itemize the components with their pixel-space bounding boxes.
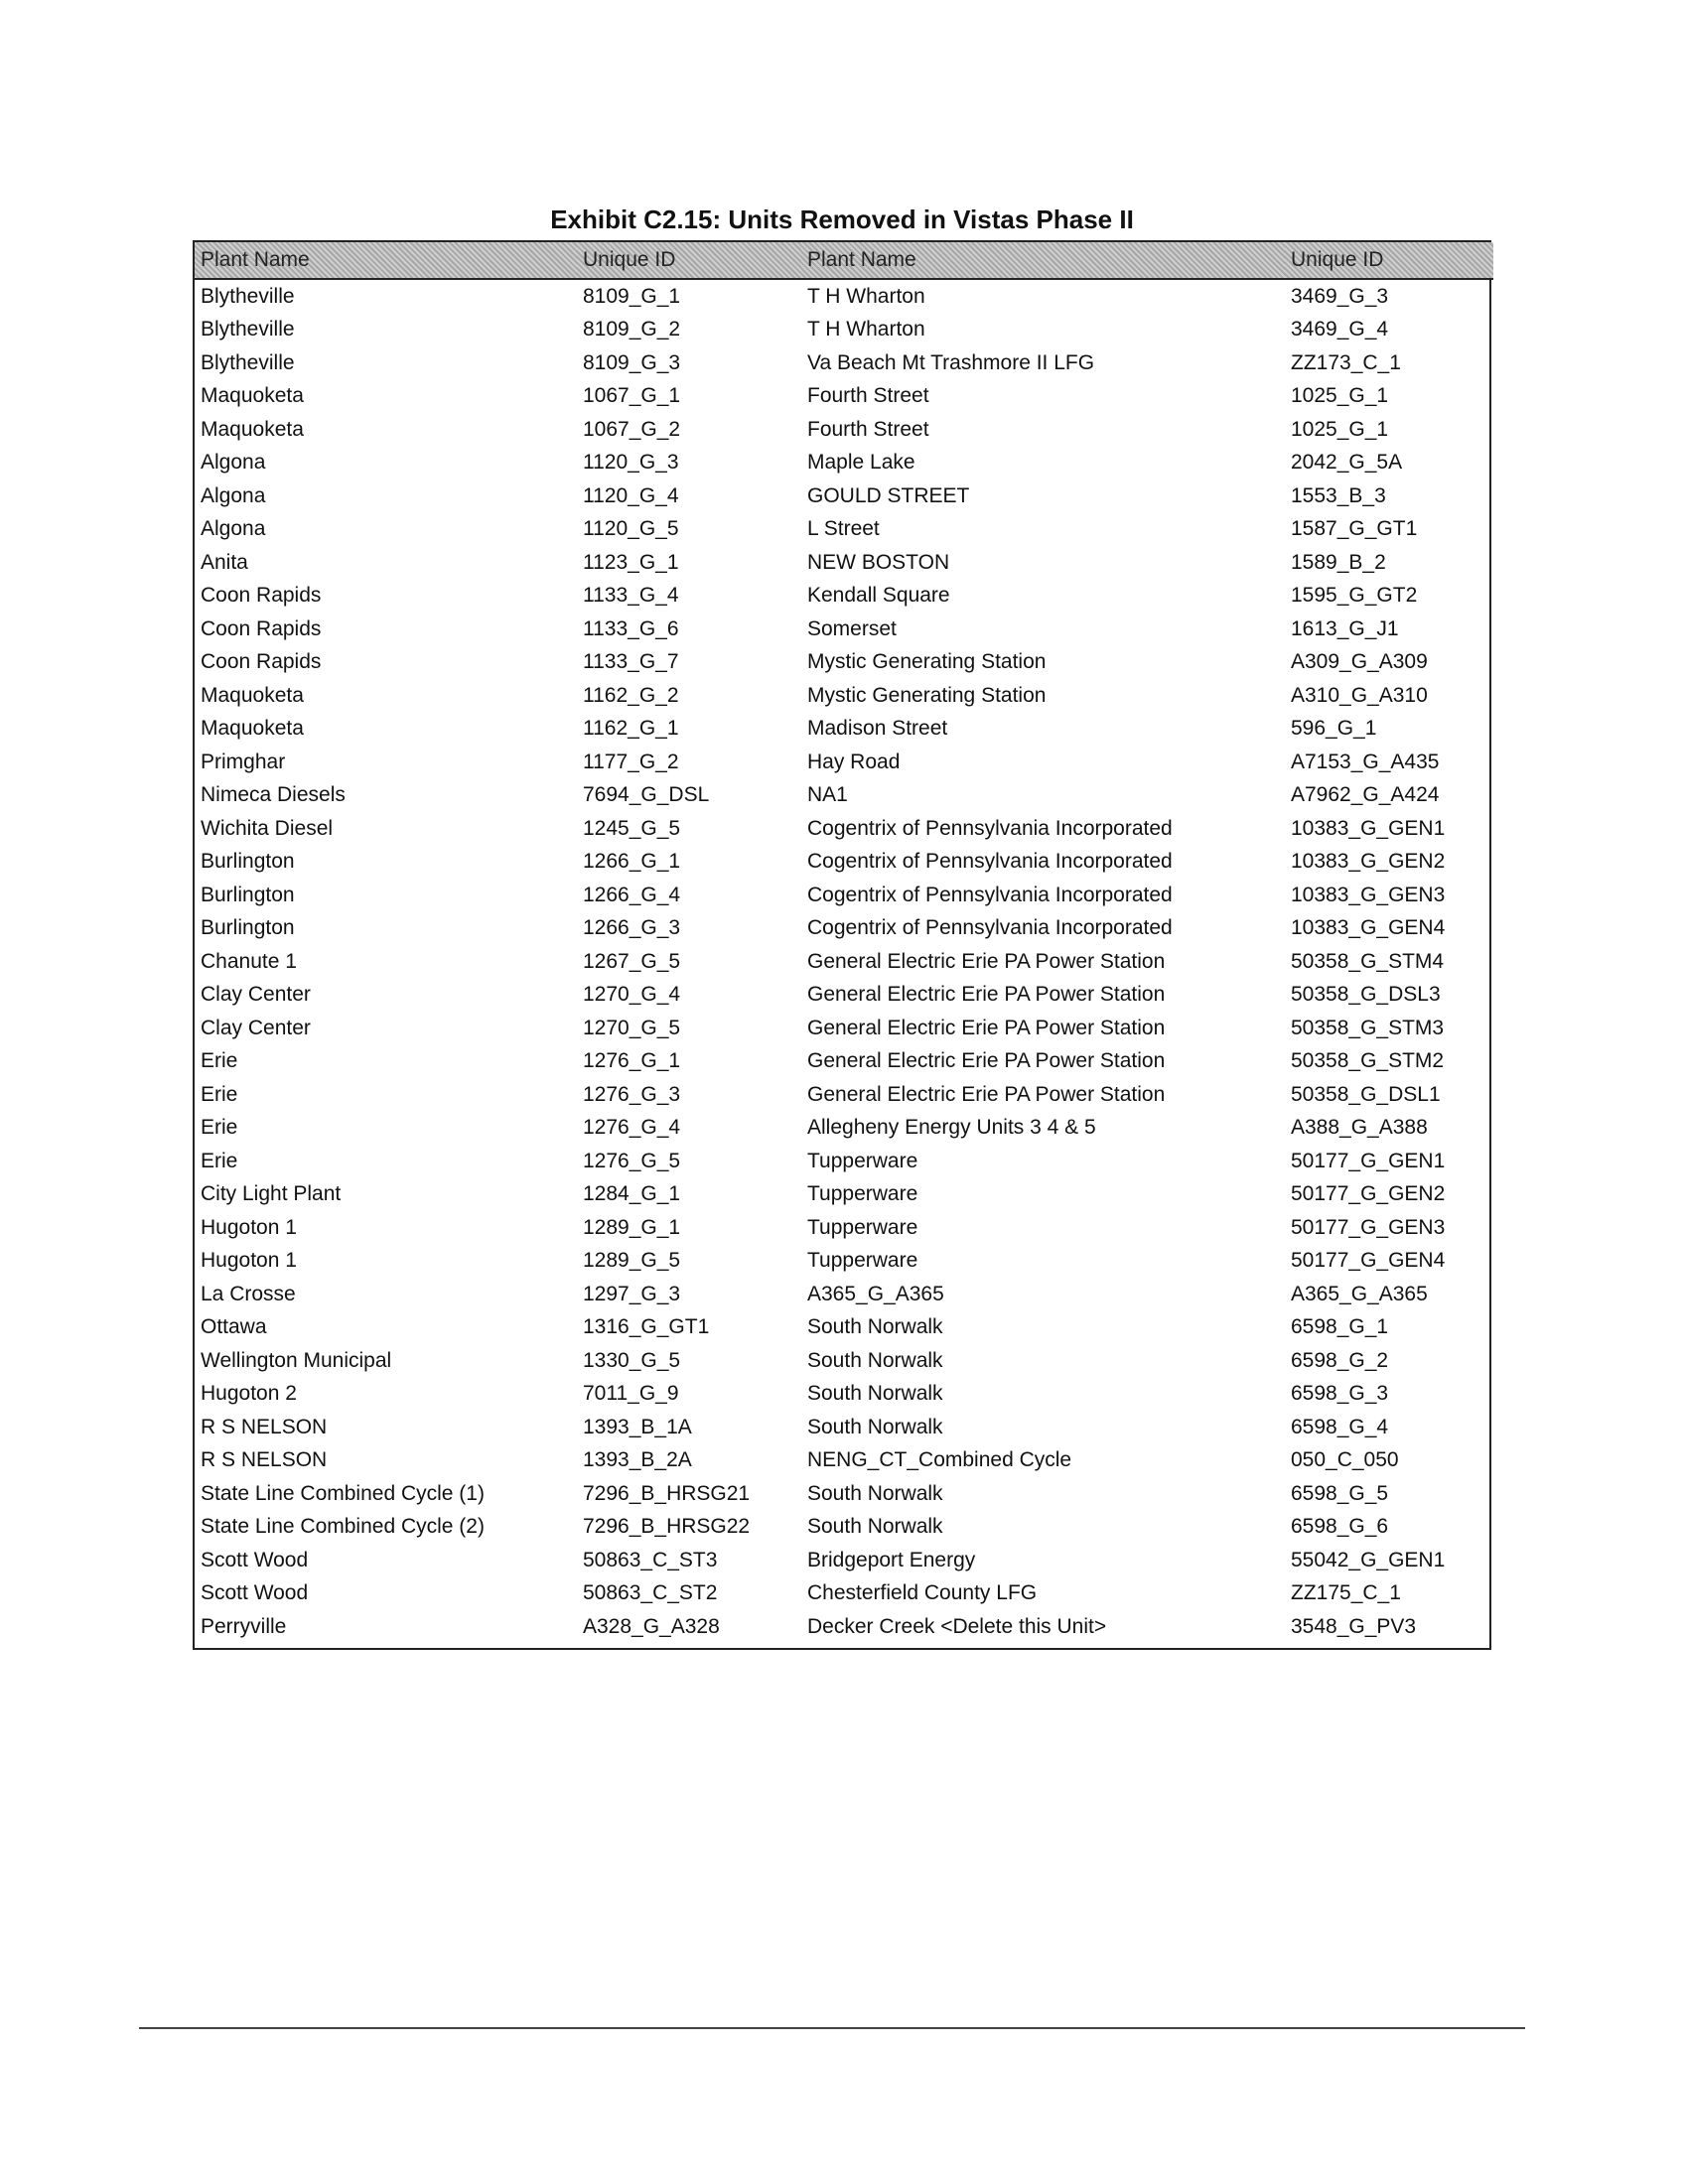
table-row [195,1112,1493,1146]
cell-unique-id-right: 50358_G_DSL1 [1291,1082,1441,1106]
cell-unique-id-right: 1553_B_3 [1291,483,1386,507]
cell-unique-id-right: 6598_G_2 [1291,1348,1389,1372]
cell-plant-name-right: Cogentrix of Pennsylvania Incorporated [807,916,1173,940]
cell-unique-id-left: 1177_G_2 [583,750,679,773]
cell-unique-id-right: ZZ173_C_1 [1291,350,1401,374]
cell-unique-id-right: 6598_G_3 [1291,1382,1389,1406]
cell-plant-name-right: GOULD STREET [807,483,970,507]
table-row [195,413,1493,447]
exhibit-title: Exhibit C2.15: Units Removed in Vistas Phase II [550,205,1134,234]
cell-unique-id-left: 1067_G_1 [583,384,681,408]
cell-unique-id-right: 50358_G_DSL3 [1291,983,1441,1007]
cell-unique-id-left: 50863_C_ST3 [583,1548,718,1571]
cell-unique-id-left: 1393_B_2A [583,1448,692,1472]
cell-plant-name-right: Tupperware [807,1249,918,1273]
cell-unique-id-right: 6598_G_5 [1291,1481,1389,1505]
table-row [195,1411,1493,1444]
cell-plant-name-right: Decker Creek <Delete this Unit> [807,1614,1107,1638]
cell-unique-id-right: 1025_G_1 [1291,384,1389,408]
cell-plant-name-right: South Norwalk [807,1382,943,1406]
table-row [195,1211,1493,1245]
cell-unique-id-right: 10383_G_GEN2 [1291,850,1446,874]
cell-plant-name-right: South Norwalk [807,1348,943,1372]
header-plant-name-1: Plant Name [195,242,577,279]
table-row [195,613,1493,646]
cell-unique-id-left: 1266_G_4 [583,883,681,906]
cell-unique-id-right: A7153_G_A435 [1291,750,1440,773]
cell-unique-id-left: 1266_G_3 [583,916,681,940]
cell-unique-id-left: 7296_B_HRSG22 [583,1515,751,1539]
cell-plant-name-right: Tupperware [807,1149,918,1172]
cell-unique-id-left: 1270_G_5 [583,1016,681,1039]
table-header [195,242,1493,279]
table-row [195,746,1493,779]
cell-plant-name-left: Hugoton 1 [201,1215,297,1239]
header-unique-id-2: Unique ID [1285,242,1493,279]
cell-unique-id-right: ZZ175_C_1 [1291,1581,1401,1605]
cell-plant-name-right: Cogentrix of Pennsylvania Incorporated [807,850,1173,874]
cell-unique-id-left: 1284_G_1 [583,1182,681,1206]
table-row [195,713,1493,747]
cell-unique-id-left: 1123_G_1 [583,550,679,574]
units-removed-table [195,242,1493,1644]
table-row [195,346,1493,380]
cell-plant-name-left: Erie [201,1149,238,1172]
cell-plant-name-left: Blytheville [201,318,295,341]
cell-unique-id-left: 1120_G_4 [583,483,679,507]
cell-plant-name-left: State Line Combined Cycle (2) [201,1515,485,1539]
cell-plant-name-right: Mystic Generating Station [807,683,1047,707]
cell-plant-name-right: Somerset [807,616,897,640]
cell-unique-id-right: 6598_G_1 [1291,1315,1389,1339]
cell-plant-name-left: Scott Wood [201,1581,309,1605]
cell-unique-id-right: A388_G_A388 [1291,1116,1428,1140]
table-row [195,1477,1493,1511]
cell-plant-name-left: Maquoketa [201,384,304,408]
footer-divider [139,2027,1525,2029]
cell-plant-name-left: Algona [201,517,266,541]
cell-unique-id-right: 2042_G_5A [1291,451,1403,475]
cell-plant-name-right: South Norwalk [807,1481,943,1505]
cell-plant-name-left: Coon Rapids [201,650,322,674]
cell-unique-id-right: 10383_G_GEN3 [1291,883,1446,906]
cell-plant-name-left: Chanute 1 [201,949,297,973]
table-row [195,1610,1493,1644]
cell-unique-id-left: 1276_G_4 [583,1116,681,1140]
cell-unique-id-left: 1276_G_1 [583,1049,681,1073]
cell-unique-id-right: 1589_B_2 [1291,550,1386,574]
cell-plant-name-left: Burlington [201,916,295,940]
cell-unique-id-left: 7011_G_9 [583,1382,679,1406]
table-row [195,380,1493,414]
cell-unique-id-left: 1133_G_4 [583,584,679,608]
cell-plant-name-right: Hay Road [807,750,901,773]
cell-plant-name-right: General Electric Erie PA Power Station [807,949,1166,973]
cell-plant-name-left: Clay Center [201,983,311,1007]
cell-unique-id-right: 50177_G_GEN2 [1291,1182,1446,1206]
cell-plant-name-left: Perryville [201,1614,287,1638]
table-body [195,279,1493,1644]
table-row [195,812,1493,846]
cell-unique-id-left: 1120_G_5 [583,517,679,541]
cell-unique-id-left: 1133_G_7 [583,650,679,674]
table-row [195,646,1493,680]
cell-plant-name-left: Erie [201,1082,238,1106]
table-row [195,1078,1493,1112]
cell-unique-id-right: 50177_G_GEN1 [1291,1149,1446,1172]
cell-unique-id-right: 050_C_050 [1291,1448,1399,1472]
cell-plant-name-right: Tupperware [807,1215,918,1239]
cell-plant-name-left: Algona [201,483,266,507]
cell-unique-id-right: 3469_G_3 [1291,284,1389,308]
cell-plant-name-left: Ottawa [201,1315,267,1339]
cell-plant-name-right: Bridgeport Energy [807,1548,976,1571]
cell-unique-id-left: 1270_G_4 [583,983,681,1007]
cell-unique-id-left: 1330_G_5 [583,1348,681,1372]
cell-unique-id-right: 10383_G_GEN1 [1291,816,1446,840]
cell-plant-name-right: Va Beach Mt Trashmore II LFG [807,350,1095,374]
cell-plant-name-right: T H Wharton [807,284,925,308]
header-plant-name-2: Plant Name [801,242,1285,279]
cell-plant-name-right: Fourth Street [807,384,929,408]
header-row [195,242,1493,279]
cell-unique-id-right: 55042_G_GEN1 [1291,1548,1446,1571]
cell-plant-name-left: Hugoton 1 [201,1249,297,1273]
table-row [195,979,1493,1013]
cell-plant-name-right: Tupperware [807,1182,918,1206]
cell-plant-name-right: A365_G_A365 [807,1282,944,1305]
cell-unique-id-right: 6598_G_6 [1291,1515,1389,1539]
cell-plant-name-right: Kendall Square [807,584,950,608]
cell-plant-name-left: Maquoketa [201,683,304,707]
cell-unique-id-left: 1267_G_5 [583,949,681,973]
cell-unique-id-right: 596_G_1 [1291,717,1377,741]
cell-plant-name-left: Scott Wood [201,1548,309,1571]
cell-unique-id-left: 1162_G_1 [583,717,679,741]
table-row [195,1278,1493,1311]
cell-plant-name-right: South Norwalk [807,1515,943,1539]
cell-plant-name-left: Coon Rapids [201,616,322,640]
cell-unique-id-left: 1316_G_GT1 [583,1315,710,1339]
cell-plant-name-right: Mystic Generating Station [807,650,1047,674]
cell-plant-name-left: Hugoton 2 [201,1382,297,1406]
table-row [195,1012,1493,1045]
cell-unique-id-right: 1595_G_GT2 [1291,584,1418,608]
cell-plant-name-right: Cogentrix of Pennsylvania Incorporated [807,816,1173,840]
cell-plant-name-right: Madison Street [807,717,948,741]
cell-unique-id-left: A328_G_A328 [583,1614,720,1638]
cell-plant-name-left: City Light Plant [201,1182,342,1206]
cell-plant-name-right: NENG_CT_Combined Cycle [807,1448,1072,1472]
cell-unique-id-left: 1245_G_5 [583,816,681,840]
cell-unique-id-left: 8109_G_3 [583,350,681,374]
cell-unique-id-left: 1289_G_5 [583,1249,681,1273]
table-row [195,314,1493,347]
table-row [195,1511,1493,1545]
cell-plant-name-right: General Electric Erie PA Power Station [807,1016,1166,1039]
cell-plant-name-left: R S NELSON [201,1448,328,1472]
table-row [195,846,1493,880]
table-row [195,546,1493,580]
cell-plant-name-left: Nimeca Diesels [201,783,346,807]
table-row [195,580,1493,614]
cell-plant-name-left: Blytheville [201,350,295,374]
cell-unique-id-right: A365_G_A365 [1291,1282,1428,1305]
table-row [195,1544,1493,1577]
cell-unique-id-right: 10383_G_GEN4 [1291,916,1446,940]
table-row [195,912,1493,946]
table-row [195,1378,1493,1412]
cell-unique-id-right: 50358_G_STM2 [1291,1049,1445,1073]
cell-plant-name-left: Maquoketa [201,717,304,741]
cell-plant-name-left: Algona [201,451,266,475]
cell-plant-name-left: La Crosse [201,1282,296,1305]
cell-unique-id-right: A310_G_A310 [1291,683,1428,707]
cell-unique-id-right: 3469_G_4 [1291,318,1389,341]
cell-plant-name-left: Erie [201,1049,238,1073]
table-row [195,513,1493,547]
table-row [195,1245,1493,1279]
cell-unique-id-right: 1587_G_GT1 [1291,517,1418,541]
table-row [195,1145,1493,1178]
units-table-container [193,240,1491,1650]
cell-unique-id-left: 8109_G_1 [583,284,681,308]
cell-unique-id-left: 1120_G_3 [583,451,679,475]
cell-unique-id-left: 1266_G_1 [583,850,681,874]
table-row [195,1045,1493,1079]
header-unique-id-1: Unique ID [577,242,801,279]
cell-plant-name-right: Fourth Street [807,417,929,441]
cell-plant-name-right: South Norwalk [807,1315,943,1339]
cell-plant-name-left: Coon Rapids [201,584,322,608]
cell-plant-name-left: Burlington [201,883,295,906]
cell-unique-id-right: 1613_G_J1 [1291,616,1399,640]
cell-plant-name-right: Cogentrix of Pennsylvania Incorporated [807,883,1173,906]
cell-plant-name-left: Maquoketa [201,417,304,441]
table-row [195,1344,1493,1378]
cell-plant-name-left: Wichita Diesel [201,816,334,840]
cell-unique-id-left: 1276_G_3 [583,1082,681,1106]
table-row [195,879,1493,912]
cell-unique-id-left: 1297_G_3 [583,1282,681,1305]
cell-plant-name-right: T H Wharton [807,318,925,341]
cell-plant-name-left: State Line Combined Cycle (1) [201,1481,485,1505]
cell-plant-name-left: Clay Center [201,1016,311,1039]
cell-unique-id-left: 1276_G_5 [583,1149,681,1172]
cell-plant-name-right: General Electric Erie PA Power Station [807,1049,1166,1073]
table-row [195,1577,1493,1611]
cell-plant-name-right: South Norwalk [807,1415,943,1438]
cell-plant-name-right: Allegheny Energy Units 3 4 & 5 [807,1116,1096,1140]
cell-unique-id-left: 7694_G_DSL [583,783,710,807]
cell-plant-name-left: Blytheville [201,284,295,308]
table-row [195,945,1493,979]
cell-plant-name-left: Anita [201,550,248,574]
cell-plant-name-left: Wellington Municipal [201,1348,392,1372]
table-row [195,447,1493,480]
table-row [195,1178,1493,1212]
cell-plant-name-right: General Electric Erie PA Power Station [807,1082,1166,1106]
table-row [195,1444,1493,1478]
cell-unique-id-right: 50177_G_GEN3 [1291,1215,1446,1239]
cell-unique-id-right: 3548_G_PV3 [1291,1614,1417,1638]
table-row [195,1311,1493,1345]
cell-unique-id-left: 1162_G_2 [583,683,679,707]
cell-unique-id-right: 1025_G_1 [1291,417,1389,441]
cell-plant-name-left: Erie [201,1116,238,1140]
table-row [195,679,1493,713]
cell-unique-id-right: 50358_G_STM4 [1291,949,1445,973]
cell-plant-name-right: L Street [807,517,880,541]
cell-unique-id-left: 1393_B_1A [583,1415,692,1438]
cell-plant-name-right: NA1 [807,783,848,807]
cell-unique-id-left: 1289_G_1 [583,1215,681,1239]
cell-plant-name-left: Primghar [201,750,286,773]
table-row [195,779,1493,813]
cell-unique-id-left: 1067_G_2 [583,417,681,441]
cell-plant-name-right: Maple Lake [807,451,915,475]
cell-unique-id-right: 50358_G_STM3 [1291,1016,1445,1039]
cell-plant-name-left: Burlington [201,850,295,874]
cell-plant-name-right: NEW BOSTON [807,550,950,574]
cell-unique-id-left: 1133_G_6 [583,616,679,640]
cell-unique-id-right: 50177_G_GEN4 [1291,1249,1446,1273]
cell-unique-id-left: 8109_G_2 [583,318,681,341]
cell-plant-name-right: General Electric Erie PA Power Station [807,983,1166,1007]
cell-unique-id-left: 7296_B_HRSG21 [583,1481,751,1505]
table-row [195,279,1493,314]
cell-plant-name-left: R S NELSON [201,1415,328,1438]
table-row [195,479,1493,513]
cell-plant-name-right: Chesterfield County LFG [807,1581,1038,1605]
cell-unique-id-right: A309_G_A309 [1291,650,1428,674]
cell-unique-id-right: A7962_G_A424 [1291,783,1440,807]
cell-unique-id-left: 50863_C_ST2 [583,1581,718,1605]
cell-unique-id-right: 6598_G_4 [1291,1415,1389,1438]
